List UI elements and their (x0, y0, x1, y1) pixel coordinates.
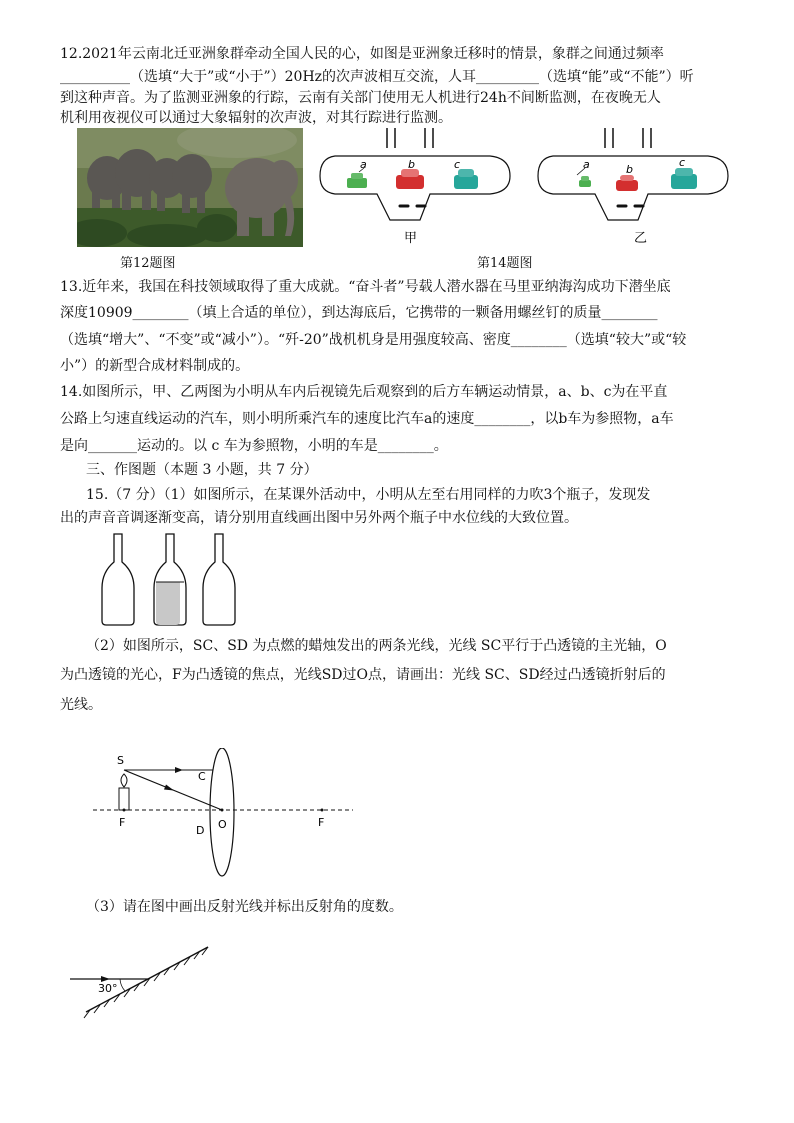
label-f-left: F (119, 816, 126, 829)
q12-line-2: __________（选填“大于”或“小于”）20Hz的次声波相互交流，人耳_________（选填“能”或“不能”）听 (60, 69, 694, 85)
label-c-jia: c (454, 158, 461, 171)
candle-flame (121, 774, 127, 787)
lens-diagram (88, 748, 358, 880)
q15-line-1: 15.（7 分）（1）如图所示，在某课外活动中，小明从左至右用同样的力吹3个瓶子，发现发 (86, 487, 651, 503)
label-c-yi: c (679, 156, 686, 169)
water-bottle-2 (156, 582, 180, 625)
mirror-figures (315, 128, 745, 246)
caption-fig14: 第14题图 (477, 256, 533, 271)
q15-p2-line-1: （2）如图所示，SC、SD 为点燃的蜡烛发出的两条光线，光线 SC平行于凸透镜的主光轴，O (86, 638, 667, 654)
label-jia: 甲 (404, 231, 418, 246)
bottle-1 (102, 534, 134, 625)
bottle-3 (203, 534, 235, 625)
angle-label: 30° (98, 982, 118, 995)
q12-line-3: 到这种声音。为了监测亚洲象的行踪，云南有关部门使用无人机进行24h不间断监测，在夜晚无人 (60, 90, 661, 106)
label-o: O (218, 818, 227, 831)
label-yi: 乙 (634, 231, 648, 246)
elephant-photo (77, 128, 303, 247)
label-s: S (117, 754, 124, 767)
q15-p2-line-3: 光线。 (60, 697, 102, 713)
label-a-yi: a (583, 158, 590, 171)
q14-line-2: 公路上匀速直线运动的汽车，则小明所乘汽车的速度比汽车a的速度________，以b车为参照物，a车 (60, 411, 674, 427)
label-b-jia: b (408, 158, 415, 171)
q15-line-2: 出的声音音调逐渐变高，请分别用直线画出图中另外两个瓶子中水位线的大致位置。 (60, 510, 578, 526)
section-3-heading: 三、作图题（本题 3 小题，共 7 分） (86, 462, 318, 478)
reflection-diagram (68, 942, 218, 1022)
mirror-jia (320, 128, 510, 220)
q14-line-3: 是向_______运动的。以 c 车为参照物，小明的车是________。 (60, 438, 448, 454)
q13-line-4: 小”）的新型合成材料制成的。 (60, 358, 250, 374)
q12-line-4: 机利用夜视仪可以通过大象辐射的次声波，对其行踪进行监测。 (60, 110, 452, 126)
candle (119, 788, 129, 810)
caption-fig12: 第12题图 (120, 256, 176, 271)
label-f-right: F (318, 816, 325, 829)
convex-lens (210, 748, 234, 876)
label-b-yi: b (626, 163, 633, 176)
q14-line-1: 14.如图所示，甲、乙两图为小明从车内后视镜先后观察到的后方车辆运动情景，a、b、c为在平直 (60, 384, 668, 400)
bottles-figure (100, 528, 240, 628)
label-c: C (198, 770, 206, 783)
q13-line-1: 13.近年来，我国在科技领域取得了重大成就。“奋斗者”号载人潜水器在马里亚纳海沟成功下潜坐底 (60, 279, 671, 295)
label-a-jia: a (360, 158, 367, 171)
label-d: D (196, 824, 205, 837)
q15-p2-line-2: 为凸透镜的光心，F为凸透镜的焦点，光线SD过O点，请画出：光线 SC、SD经过凸透镜折射后的 (60, 667, 666, 683)
q15-p3-line-1: （3）请在图中画出反射光线并标出反射角的度数。 (86, 899, 403, 915)
mirror-yi (538, 128, 728, 220)
q13-line-3: （选填“增大”、“不变”或“减小”）。“歼-20”战机机身是用强度较高、密度________（选填“较大”或“较 (60, 332, 687, 348)
q13-line-2: 深度10909________（填上合适的单位），到达海底后，它携带的一颗备用螺丝钉的质量________ (60, 305, 658, 321)
q12-line-1: 12.2021年云南北迁亚洲象群牵动全国人民的心，如图是亚洲象迁移时的情景，象群之间通过频率 (60, 46, 664, 62)
